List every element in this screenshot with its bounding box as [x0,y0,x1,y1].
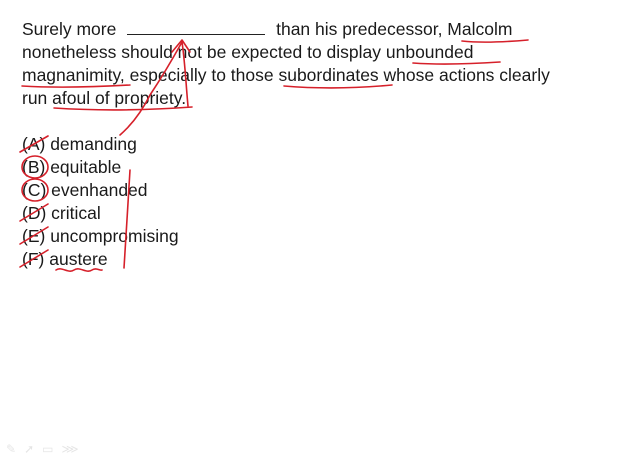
option-text: austere [49,249,108,269]
answer-blank [127,19,265,35]
option-letter: (A) [22,134,46,154]
slide-icon[interactable]: ▭ [42,442,54,456]
pen-icon[interactable]: ✎ [6,442,17,456]
option-text: equitable [50,157,122,177]
passage-line-4: run afoul of propriety. [22,88,187,108]
passage-line-1 [22,18,602,41]
option-e[interactable] [22,225,179,248]
presentation-toolbar [6,442,79,456]
option-letter: (F) [22,249,45,269]
question-passage [22,18,602,110]
option-letter: (E) [22,226,46,246]
answer-options [22,133,179,271]
option-text: critical [51,203,101,223]
option-d[interactable] [22,202,179,225]
passage-text: Surely more [22,19,117,39]
passage-text: than his predecessor, Malcolm [276,19,513,39]
menu-icon[interactable]: ⋙ [61,442,79,456]
option-text: demanding [50,134,137,154]
passage-line-3: magnanimity, especially to those subordinates whose actions clearly [22,65,550,85]
option-b[interactable] [22,156,179,179]
option-c[interactable] [22,179,179,202]
option-letter: (C) [22,180,47,200]
option-text: uncompromising [50,226,179,246]
pointer-icon[interactable]: ➚ [24,442,35,456]
option-letter: (B) [22,157,46,177]
option-a[interactable] [22,133,179,156]
option-f[interactable] [22,248,179,271]
option-text: evenhanded [51,180,148,200]
passage-line-2: nonetheless should not be expected to display unbounded [22,42,474,62]
option-letter: (D) [22,203,47,223]
